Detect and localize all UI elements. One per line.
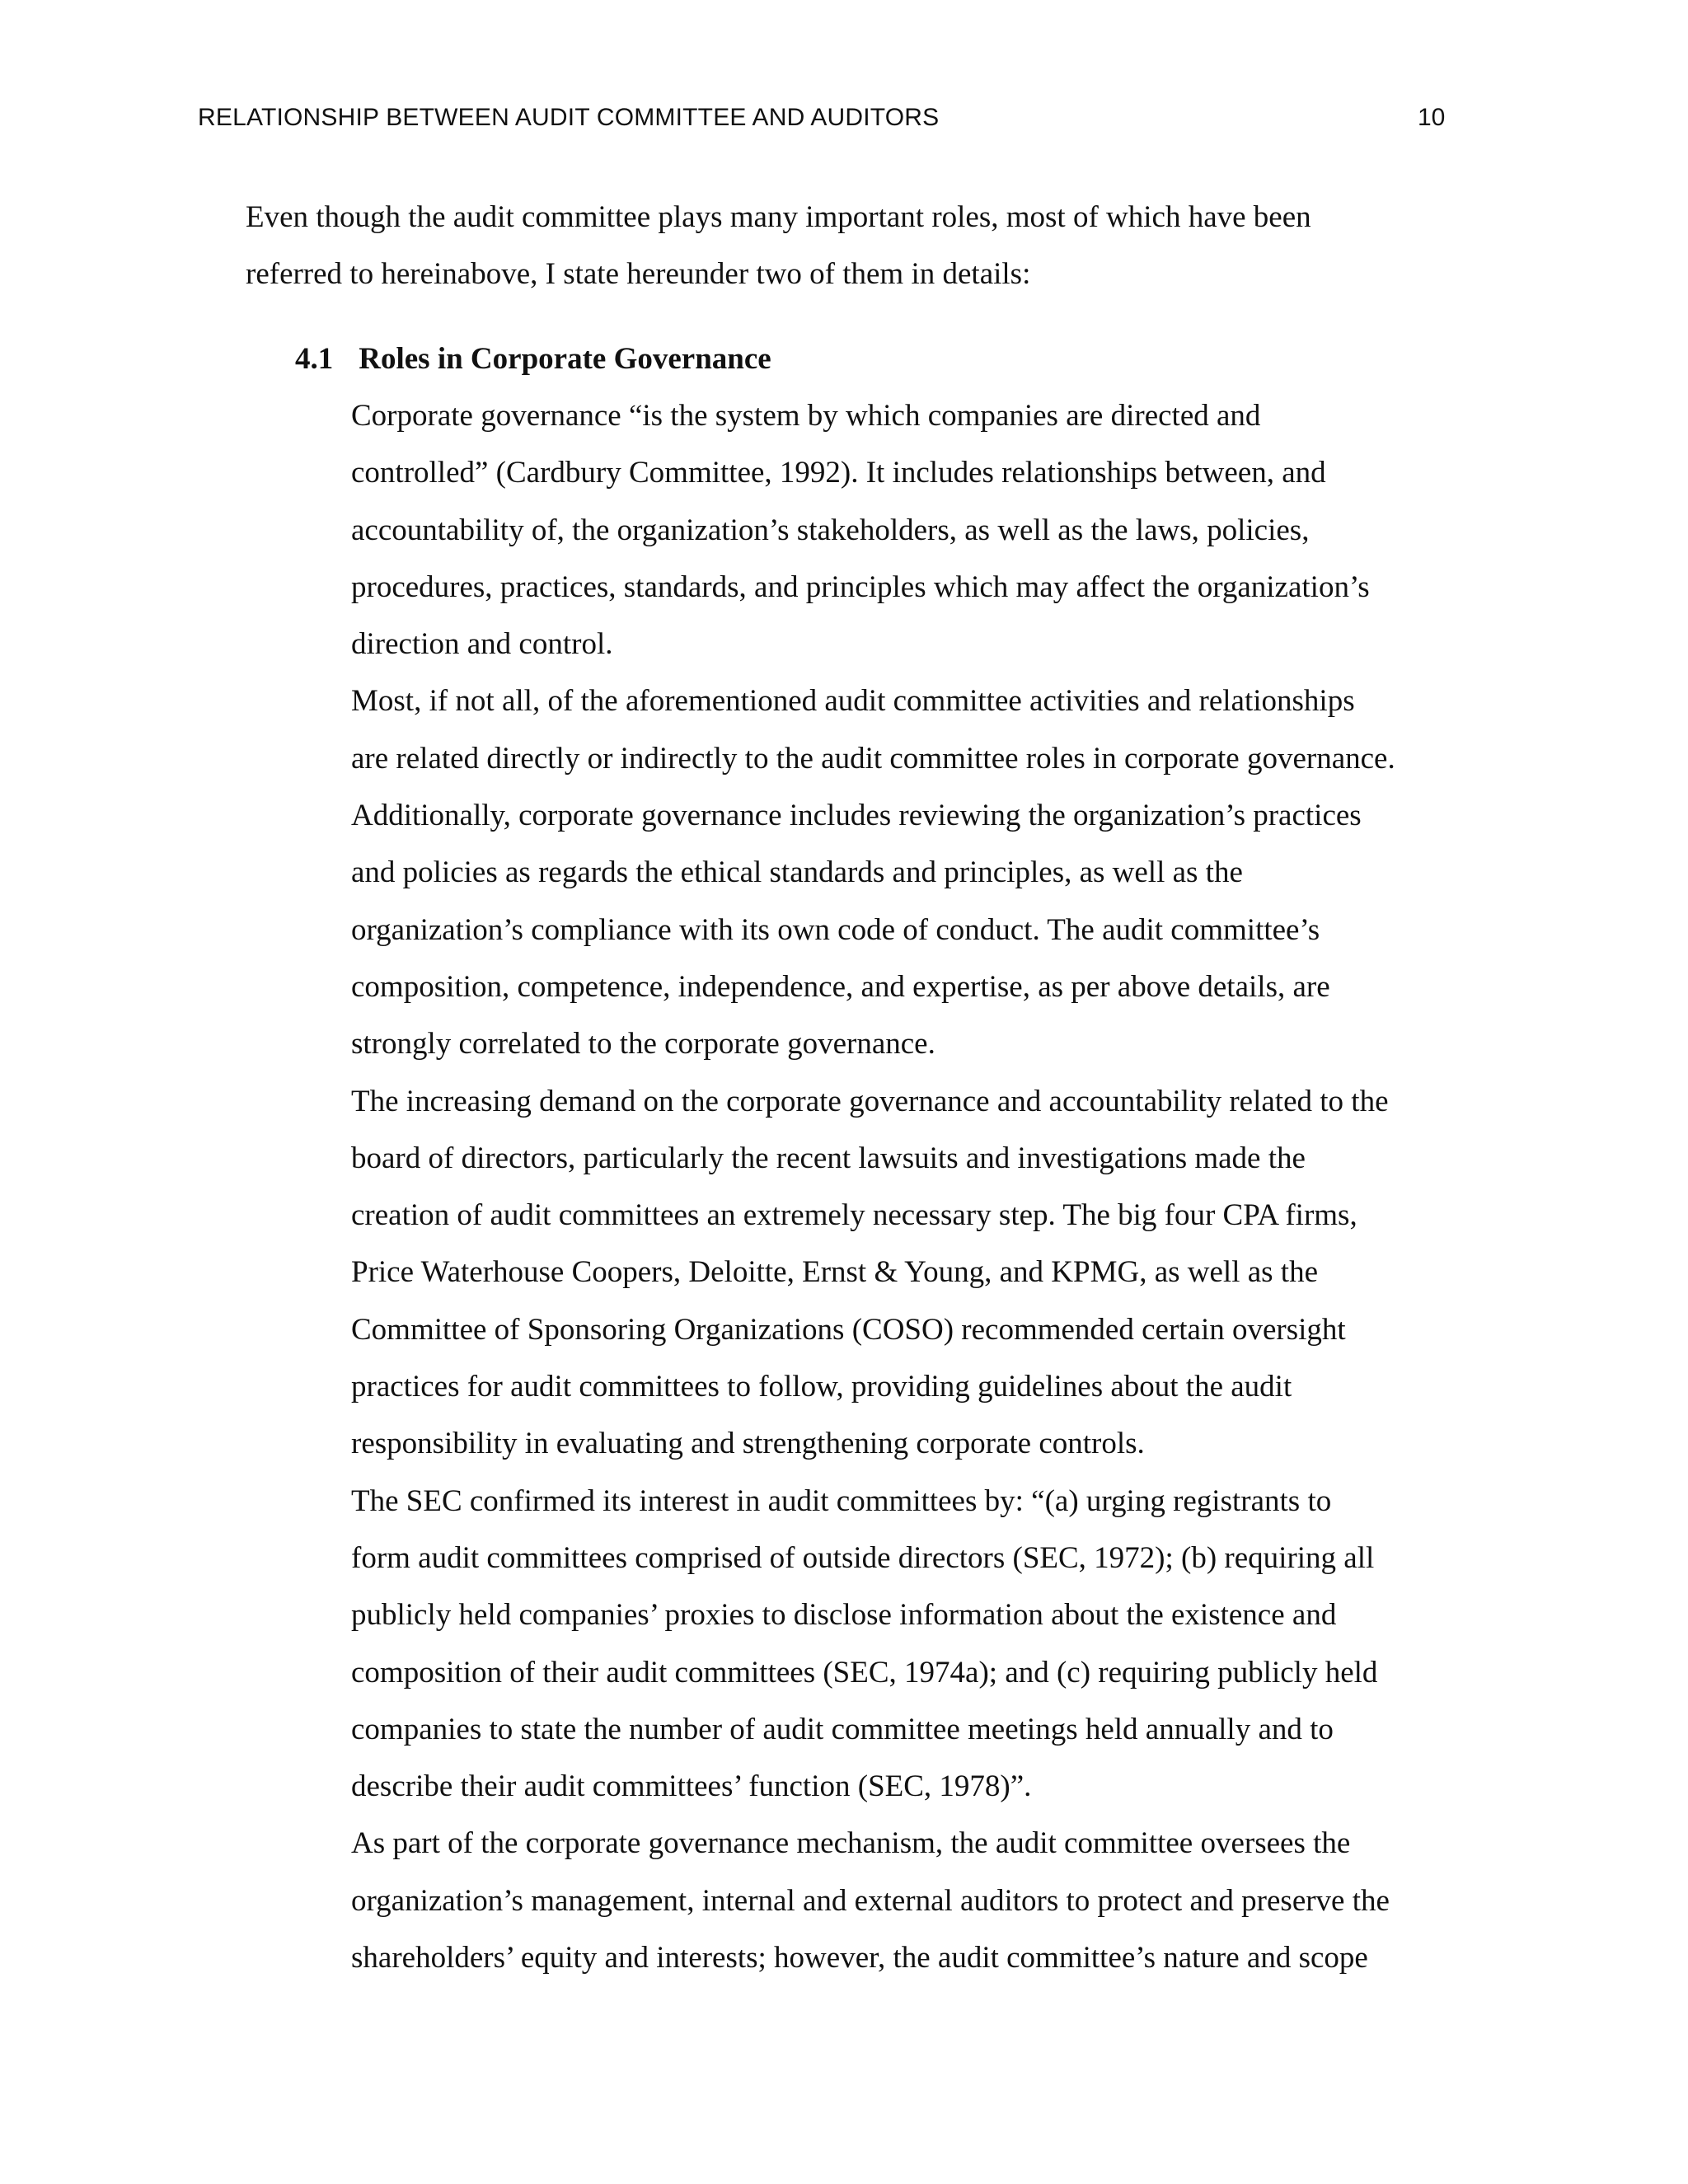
paragraph-line: organization’s compliance with its own code of conduct. The audit committee’s bbox=[351, 912, 1320, 947]
paragraph-line: composition of their audit committees (SEC, 1974a); and (c) requiring publicly held bbox=[351, 1655, 1378, 1690]
paragraph-line: Most, if not all, of the aforementioned audit committee activities and relationships bbox=[351, 684, 1355, 719]
section-title: Roles in Corporate Governance bbox=[359, 342, 771, 376]
paragraph-sec bbox=[351, 1473, 1505, 1816]
paragraph-definition bbox=[351, 387, 1505, 673]
paragraph-line: composition, competence, independence, and expertise, as per above details, are bbox=[351, 969, 1330, 1004]
paragraph-line: Additionally, corporate governance includes reviewing the organization’s practices bbox=[351, 799, 1362, 833]
paragraph-line: direction and control. bbox=[351, 627, 613, 662]
paragraph-line: companies to state the number of audit committee meetings held annually and to bbox=[351, 1712, 1334, 1746]
page-number: 10 bbox=[1418, 104, 1446, 131]
paragraph-line: publicly held companies’ proxies to disclose information about the existence and bbox=[351, 1598, 1337, 1633]
paragraph-line: accountability of, the organization’s stakeholders, as well as the laws, policies, bbox=[351, 513, 1310, 547]
paragraph-line: practices for audit committees to follow, providing guidelines about the audit bbox=[351, 1370, 1292, 1404]
intro-line: Even though the audit committee plays many important roles, most of which have been bbox=[246, 200, 1311, 234]
running-head: RELATIONSHIP BETWEEN AUDIT COMMITTEE AND AUDITORS bbox=[198, 104, 940, 131]
section-heading bbox=[295, 330, 771, 387]
paragraph-line: organization’s management, internal and external auditors to protect and preserve the bbox=[351, 1883, 1390, 1918]
paragraph-line: are related directly or indirectly to the audit committee roles in corporate governance. bbox=[351, 741, 1395, 776]
paragraph-line: Committee of Sponsoring Organizations (COSO) recommended certain oversight bbox=[351, 1312, 1346, 1347]
intro-paragraph bbox=[246, 189, 1498, 303]
paragraph-line: form audit committees comprised of outside directors (SEC, 1972); (b) requiring all bbox=[351, 1540, 1375, 1575]
paragraph-line: strongly correlated to the corporate governance. bbox=[351, 1027, 935, 1062]
paragraph-line: Corporate governance “is the system by which companies are directed and bbox=[351, 399, 1261, 433]
paragraph-line: shareholders’ equity and interests; however, the audit committee’s nature and scope bbox=[351, 1941, 1368, 1975]
paragraph-line: procedures, practices, standards, and principles which may affect the organization’s bbox=[351, 569, 1370, 604]
paragraph-line: The increasing demand on the corporate governance and accountability related to the bbox=[351, 1084, 1389, 1118]
paragraph-line: controlled” (Cardbury Committee, 1992). It includes relationships between, and bbox=[351, 456, 1326, 490]
paragraph-line: As part of the corporate governance mechanism, the audit committee oversees the bbox=[351, 1826, 1351, 1861]
section-number: 4.1 bbox=[295, 342, 334, 376]
section-body bbox=[351, 387, 1505, 1986]
paragraph-line: creation of audit committees an extremely necessary step. The big four CPA firms, bbox=[351, 1198, 1357, 1233]
paragraph-line: board of directors, particularly the recent lawsuits and investigations made the bbox=[351, 1141, 1306, 1175]
paragraph-mechanism bbox=[351, 1815, 1505, 1986]
paragraph-line: and policies as regards the ethical standards and principles, as well as the bbox=[351, 855, 1243, 890]
paragraph-activities bbox=[351, 673, 1505, 1072]
paragraph-line: The SEC confirmed its interest in audit committees by: “(a) urging registrants to bbox=[351, 1483, 1332, 1518]
paragraph-line: Price Waterhouse Coopers, Deloitte, Ernst & Young, and KPMG, as well as the bbox=[351, 1255, 1318, 1290]
paragraph-line: describe their audit committees’ function (SEC, 1978)”. bbox=[351, 1769, 1032, 1804]
paragraph-line: responsibility in evaluating and strengthening corporate controls. bbox=[351, 1427, 1145, 1461]
intro-line: referred to hereinabove, I state hereunder two of them in details: bbox=[246, 257, 1031, 292]
paragraph-demand bbox=[351, 1073, 1505, 1473]
